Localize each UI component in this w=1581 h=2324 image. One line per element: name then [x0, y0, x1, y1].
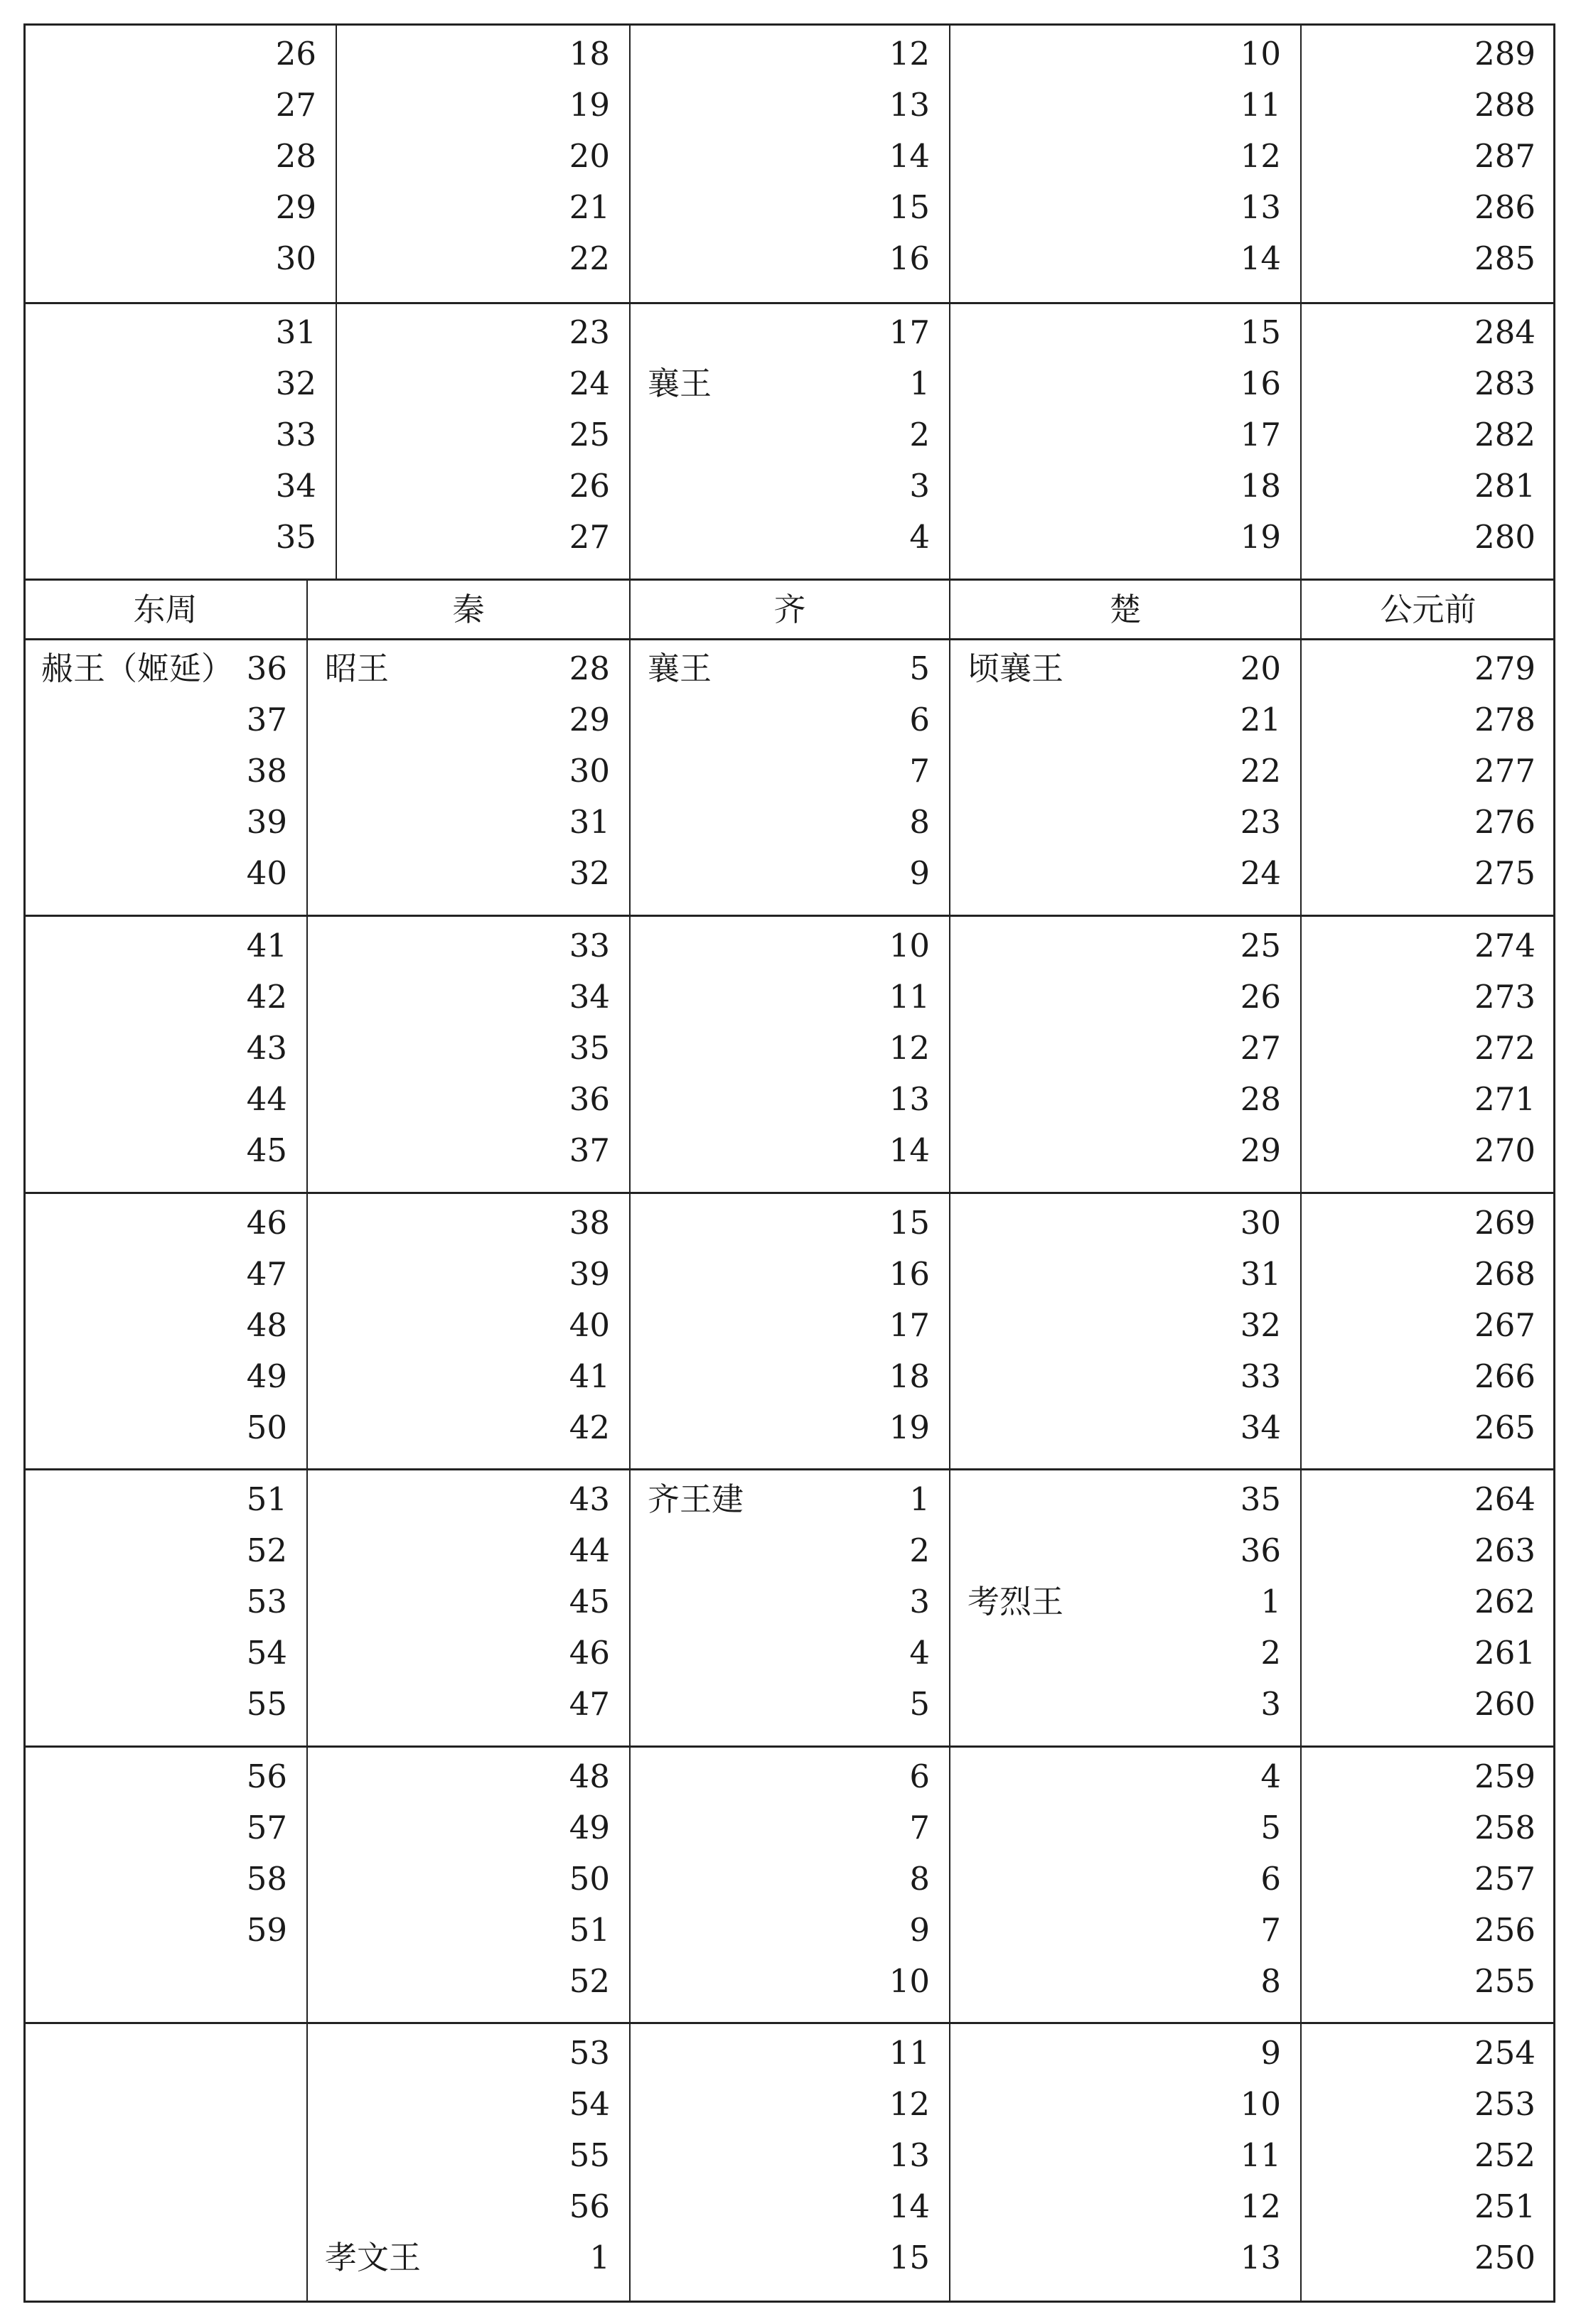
- year-zhou: 26: [275, 35, 316, 72]
- year-zhou: 44: [246, 1080, 287, 1118]
- year-qi: 2: [909, 1532, 930, 1569]
- column-divider: [1300, 579, 1302, 2303]
- year-chu: 35: [1240, 1480, 1281, 1518]
- year-zhou: 29: [275, 188, 316, 226]
- year-bce: 281: [1474, 467, 1536, 505]
- year-zhou: 39: [246, 803, 287, 841]
- year-qi: 17: [889, 1306, 930, 1344]
- year-chu: 13: [1240, 2239, 1281, 2276]
- year-qi: 9: [909, 854, 930, 892]
- year-qin: 45: [569, 1583, 610, 1620]
- year-qin: 34: [569, 978, 610, 1016]
- year-zhou: 48: [246, 1306, 287, 1344]
- year-zhou: 55: [246, 1685, 287, 1723]
- year-chu: 33: [1240, 1357, 1281, 1395]
- year-zhou: 54: [246, 1634, 287, 1672]
- year-zhou: 58: [246, 1860, 287, 1898]
- year-chu: 5: [1260, 1809, 1281, 1846]
- year-qi: 11: [889, 2034, 930, 2072]
- year-bce: 279: [1474, 650, 1536, 687]
- year-bce: 276: [1474, 803, 1536, 841]
- year-chu: 19: [1240, 518, 1281, 556]
- row-divider: [23, 1192, 1555, 1194]
- reign-label-zhou-nan: 赧王（姬延）: [41, 650, 234, 687]
- year-qin: 26: [569, 467, 610, 505]
- year-zhou: 57: [246, 1809, 287, 1846]
- year-chu: 6: [1260, 1860, 1281, 1898]
- year-zhou: 31: [275, 313, 316, 351]
- year-bce: 284: [1474, 313, 1536, 351]
- year-chu: 23: [1240, 803, 1281, 841]
- year-zhou: 52: [246, 1532, 287, 1569]
- year-qi: 9: [909, 1911, 930, 1949]
- year-bce: 269: [1474, 1204, 1536, 1242]
- year-chu: 7: [1260, 1911, 1281, 1949]
- column-header-bce: 公元前: [1380, 591, 1477, 628]
- year-bce: 263: [1474, 1532, 1536, 1569]
- year-qi: 15: [889, 2239, 930, 2276]
- column-divider: [336, 23, 337, 579]
- column-header-chu: 楚: [1109, 591, 1142, 628]
- year-chu: 24: [1240, 854, 1281, 892]
- year-chu: 10: [1240, 2085, 1281, 2123]
- year-qi: 12: [889, 1029, 930, 1067]
- reign-label-qi-xiang: 襄王: [648, 650, 712, 687]
- year-qin: 36: [569, 1080, 610, 1118]
- year-qi: 4: [909, 1634, 930, 1672]
- year-qi: 13: [889, 2136, 930, 2174]
- reign-label-chu-kaolie: 考烈王: [968, 1583, 1064, 1620]
- year-qi: 12: [889, 35, 930, 72]
- reign-label-qi-wangjian: 齐王建: [648, 1480, 744, 1518]
- year-qin: 24: [569, 365, 610, 402]
- column-header-qin: 秦: [452, 591, 485, 628]
- year-zhou: 56: [246, 1758, 287, 1795]
- year-qin: 42: [569, 1409, 610, 1446]
- year-qin: 25: [569, 416, 610, 453]
- year-zhou: 34: [275, 467, 316, 505]
- year-bce: 287: [1474, 137, 1536, 175]
- year-qi: 4: [909, 518, 930, 556]
- year-qin: 48: [569, 1758, 610, 1795]
- year-chu: 36: [1240, 1532, 1281, 1569]
- year-bce: 257: [1474, 1860, 1536, 1898]
- year-bce: 250: [1474, 2239, 1536, 2276]
- year-qin: 19: [569, 86, 610, 124]
- year-qin: 53: [569, 2034, 610, 2072]
- year-zhou: 41: [246, 927, 287, 964]
- year-qin: 23: [569, 313, 610, 351]
- year-zhou: 36: [246, 650, 287, 687]
- year-zhou: 50: [246, 1409, 287, 1446]
- year-qi: 1: [909, 1480, 930, 1518]
- year-chu: 10: [1240, 35, 1281, 72]
- year-bce: 255: [1474, 1962, 1536, 2000]
- year-zhou: 33: [275, 416, 316, 453]
- year-qi: 14: [889, 2188, 930, 2225]
- year-chu: 8: [1260, 1962, 1281, 2000]
- year-bce: 280: [1474, 518, 1536, 556]
- row-divider: [23, 915, 1555, 917]
- year-chu: 2: [1260, 1634, 1281, 1672]
- year-bce: 288: [1474, 86, 1536, 124]
- year-chu: 17: [1240, 416, 1281, 453]
- year-qi: 14: [889, 1131, 930, 1169]
- year-bce: 253: [1474, 2085, 1536, 2123]
- year-qi: 11: [889, 978, 930, 1016]
- column-divider: [629, 579, 631, 2303]
- year-qin: 41: [569, 1357, 610, 1395]
- year-bce: 254: [1474, 2034, 1536, 2072]
- year-chu: 4: [1260, 1758, 1281, 1795]
- year-chu: 13: [1240, 188, 1281, 226]
- year-bce: 266: [1474, 1357, 1536, 1395]
- year-zhou: 51: [246, 1480, 287, 1518]
- year-chu: 29: [1240, 1131, 1281, 1169]
- year-zhou: 47: [246, 1255, 287, 1293]
- year-chu: 16: [1240, 365, 1281, 402]
- year-bce: 260: [1474, 1685, 1536, 1723]
- reign-label-chu-qingxiang: 顷襄王: [968, 650, 1064, 687]
- year-chu: 12: [1240, 137, 1281, 175]
- year-bce: 271: [1474, 1080, 1536, 1118]
- year-zhou: 42: [246, 978, 287, 1016]
- year-qin: 35: [569, 1029, 610, 1067]
- year-qin: 44: [569, 1532, 610, 1569]
- year-bce: 277: [1474, 752, 1536, 790]
- column-divider: [1300, 23, 1302, 579]
- year-qi: 1: [909, 365, 930, 402]
- year-qin: 20: [569, 137, 610, 175]
- year-qi: 13: [889, 86, 930, 124]
- year-bce: 268: [1474, 1255, 1536, 1293]
- year-qin: 22: [569, 240, 610, 277]
- year-qi: 7: [909, 752, 930, 790]
- column-header-qi: 齐: [773, 591, 806, 628]
- year-qi: 6: [909, 1758, 930, 1795]
- year-bce: 272: [1474, 1029, 1536, 1067]
- year-qi: 19: [889, 1409, 930, 1446]
- year-qin: 55: [569, 2136, 610, 2174]
- year-qin: 39: [569, 1255, 610, 1293]
- year-bce: 273: [1474, 978, 1536, 1016]
- year-zhou: 28: [275, 137, 316, 175]
- year-qi: 13: [889, 1080, 930, 1118]
- year-chu: 27: [1240, 1029, 1281, 1067]
- year-chu: 21: [1240, 701, 1281, 738]
- year-qi: 8: [909, 1860, 930, 1898]
- year-bce: 282: [1474, 416, 1536, 453]
- year-qi: 16: [889, 240, 930, 277]
- year-chu: 11: [1240, 2136, 1281, 2174]
- year-qin: 29: [569, 701, 610, 738]
- year-zhou: 35: [275, 518, 316, 556]
- year-qin: 43: [569, 1480, 610, 1518]
- year-zhou: 32: [275, 365, 316, 402]
- year-bce: 256: [1474, 1911, 1536, 1949]
- year-zhou: 49: [246, 1357, 287, 1395]
- year-qin: 46: [569, 1634, 610, 1672]
- year-qin: 27: [569, 518, 610, 556]
- year-zhou: 38: [246, 752, 287, 790]
- year-qin: 37: [569, 1131, 610, 1169]
- year-chu: 28: [1240, 1080, 1281, 1118]
- year-qin: 52: [569, 1962, 610, 2000]
- year-qin: 47: [569, 1685, 610, 1723]
- year-chu: 3: [1260, 1685, 1281, 1723]
- year-bce: 270: [1474, 1131, 1536, 1169]
- year-qi: 3: [909, 1583, 930, 1620]
- row-divider: [23, 1745, 1555, 1748]
- year-bce: 275: [1474, 854, 1536, 892]
- year-chu: 20: [1240, 650, 1281, 687]
- column-divider: [949, 579, 950, 2303]
- year-zhou: 37: [246, 701, 287, 738]
- year-qi: 2: [909, 416, 930, 453]
- year-chu: 30: [1240, 1204, 1281, 1242]
- reign-label-qi-xiang-top: 襄王: [648, 365, 712, 402]
- year-zhou: 45: [246, 1131, 287, 1169]
- year-bce: 278: [1474, 701, 1536, 738]
- year-qi: 18: [889, 1357, 930, 1395]
- year-chu: 15: [1240, 313, 1281, 351]
- column-header-zhou: 东周: [133, 591, 198, 628]
- year-qin: 40: [569, 1306, 610, 1344]
- year-qin: 18: [569, 35, 610, 72]
- year-bce: 267: [1474, 1306, 1536, 1344]
- year-qi: 12: [889, 2085, 930, 2123]
- year-bce: 274: [1474, 927, 1536, 964]
- year-chu: 22: [1240, 752, 1281, 790]
- row-divider: [23, 302, 1555, 304]
- year-qi: 5: [909, 1685, 930, 1723]
- column-divider: [949, 23, 950, 579]
- year-zhou: 40: [246, 854, 287, 892]
- year-bce: 258: [1474, 1809, 1536, 1846]
- year-zhou: 59: [246, 1911, 287, 1949]
- year-bce: 283: [1474, 365, 1536, 402]
- year-bce: 261: [1474, 1634, 1536, 1672]
- year-qi: 17: [889, 313, 930, 351]
- year-qi: 10: [889, 1962, 930, 2000]
- year-bce: 265: [1474, 1409, 1536, 1446]
- year-chu: 31: [1240, 1255, 1281, 1293]
- year-chu: 12: [1240, 2188, 1281, 2225]
- year-chu: 11: [1240, 86, 1281, 124]
- year-bce: 251: [1474, 2188, 1536, 2225]
- row-divider: [23, 2022, 1555, 2024]
- reign-label-qin-zhao: 昭王: [325, 650, 390, 687]
- year-qin: 1: [589, 2239, 610, 2276]
- year-chu: 32: [1240, 1306, 1281, 1344]
- year-qin: 30: [569, 752, 610, 790]
- column-divider: [306, 579, 308, 2303]
- row-divider: [23, 1468, 1555, 1470]
- year-zhou: 46: [246, 1204, 287, 1242]
- column-divider: [629, 23, 631, 579]
- year-bce: 285: [1474, 240, 1536, 277]
- year-bce: 259: [1474, 1758, 1536, 1795]
- year-chu: 18: [1240, 467, 1281, 505]
- year-qi: 10: [889, 927, 930, 964]
- year-qi: 6: [909, 701, 930, 738]
- year-zhou: 27: [275, 86, 316, 124]
- year-chu: 14: [1240, 240, 1281, 277]
- year-qin: 32: [569, 854, 610, 892]
- year-qi: 8: [909, 803, 930, 841]
- year-chu: 1: [1260, 1583, 1281, 1620]
- year-qin: 54: [569, 2085, 610, 2123]
- year-zhou: 43: [246, 1029, 287, 1067]
- year-qin: 33: [569, 927, 610, 964]
- year-qin: 28: [569, 650, 610, 687]
- year-zhou: 53: [246, 1583, 287, 1620]
- year-bce: 262: [1474, 1583, 1536, 1620]
- year-qin: 38: [569, 1204, 610, 1242]
- year-chu: 25: [1240, 927, 1281, 964]
- year-chu: 34: [1240, 1409, 1281, 1446]
- year-bce: 252: [1474, 2136, 1536, 2174]
- year-qin: 56: [569, 2188, 610, 2225]
- year-qi: 15: [889, 188, 930, 226]
- year-qin: 21: [569, 188, 610, 226]
- year-bce: 289: [1474, 35, 1536, 72]
- year-qin: 50: [569, 1860, 610, 1898]
- year-zhou: 30: [275, 240, 316, 277]
- year-qi: 14: [889, 137, 930, 175]
- reign-label-qin-xiaowen: 孝文王: [325, 2239, 422, 2276]
- year-qin: 51: [569, 1911, 610, 1949]
- year-chu: 26: [1240, 978, 1281, 1016]
- year-qi: 3: [909, 467, 930, 505]
- year-qi: 5: [909, 650, 930, 687]
- year-qi: 15: [889, 1204, 930, 1242]
- year-qin: 31: [569, 803, 610, 841]
- year-bce: 286: [1474, 188, 1536, 226]
- year-qi: 7: [909, 1809, 930, 1846]
- year-qin: 49: [569, 1809, 610, 1846]
- year-chu: 9: [1260, 2034, 1281, 2072]
- year-bce: 264: [1474, 1480, 1536, 1518]
- year-qi: 16: [889, 1255, 930, 1293]
